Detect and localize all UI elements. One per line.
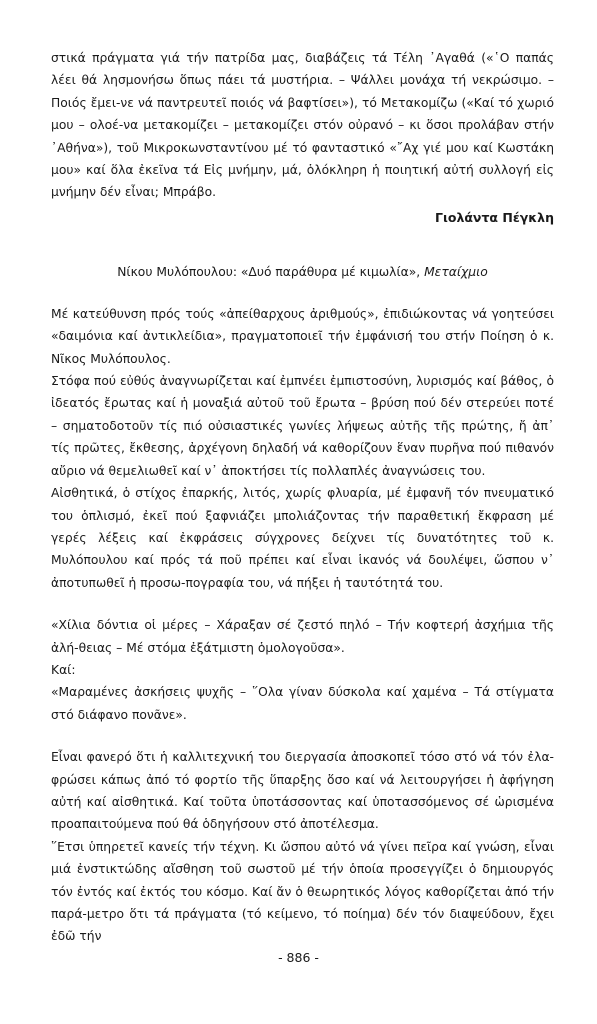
connector-text: Καί: bbox=[51, 662, 76, 677]
review-heading bbox=[51, 261, 554, 283]
body-paragraph: Εἶναι φανερό ὅτι ἡ καλλιτεχνική του διεργασία ἀποσκοπεῖ τόσο στό νά τόν ἐλα-φρώσει κάπως ἀπό τό φορτίο τῆς ὕπαρξης ὅσο καί νά λειτουργήσει ἡ ἀφήγηση αὐτή καί αἰσθητικά. Καί τοῦτα ὑποτάσσοντας καί ὑποτασσόμενος σέ ὡρισμένα προαπαιτούμενα πού θά ὁδηγήσουν στό ἀποτέλεσμα. bbox=[51, 750, 554, 832]
publisher-name: Μεταίχμιο bbox=[424, 264, 488, 279]
page-content bbox=[51, 47, 554, 948]
body-paragraph: ῞Ετσι ὑπηρετεῖ κανείς τήν τέχνη. Κι ὥσπου αὐτό νά γίνει πεῖρα καί γνώση, εἶναι μιά ἐνστικτώδης αἴσθηση τοῦ σωστοῦ μέ τήν ὁποία προσεγγίζει ὁ δημιουργός τόν ἐντός καί ἐκτός του κόσμο. Καί ἄν ὁ θεωρητικός λόγος καθορίζεται ἀπό τήν παρά-μετρο ὅτι τά πράγματα (τό κείμενο, τό ποίημα) δέν τόν διαψεύδουν, ἔχει ἐδῶ τήν bbox=[51, 839, 554, 944]
book-title: Νίκου Μυλόπουλου: «Δυό παράθυρα μέ κιμωλία», bbox=[117, 264, 425, 279]
body-paragraph: Μέ κατεύθυνση πρός τούς «ἀπείθαρχους ἀριθμούς», ἐπιδιώκοντας νά γοητεύσει «δαιμόνια καί ἀντικλείδια», πραγματοποιεῖ τήν ἐμφάνισή του στήν Ποίηση ὁ κ. Νῖκος Μυλόπουλος. bbox=[51, 306, 554, 366]
reviewer-signature: Γιολάντα Πέγκλη bbox=[435, 209, 554, 225]
continuation-paragraph: στικά πράγματα γιά τήν πατρίδα μας, διαβάζεις τά Τέλη ᾿Αγαθά («῾Ο παπάς λέει θά λησμονήσω ὅπως πάει τά μυστήρια. – Ψάλλει μονάχα τή νεκρώσιμο. – Ποιός ἔμει-νε νά παντρευτεῖ ποιός νά βαφτίσει»), τό Μετακομίζω («Καί τό χωριό μου – ολοέ-να μετακομίζει – μετακομίζει στόν οὐρανό – κι ὅσοι προλάβαν στήν ᾿Αθήνα»), τοῦ Μικροκωνσταντίνου μέ τό φανταστικό «῎Αχ γιέ μου καί Κωστάκη μου» καί ὅλα ἐκεῖνα τά Εἰς μνήμην, μά, ὁλόκληρη ἡ ποιητική αὐτή συλλογή εἰς μνήμην δέν εἶναι; Μπράβο. bbox=[51, 51, 554, 200]
quoted-verse: «Χίλια δόντια οἱ μέρες – Χάραξαν σέ ζεστό πηλό – Τήν κοφτερή ἀσχήμια τῆς ἀλή-θειας – Μέ στόμα ἐξάτμιστη ὁμολογοῦσα». bbox=[51, 618, 554, 655]
quoted-verse: «Μαραμένες ἀσκήσεις ψυχῆς – ῞Ολα γίναν δύσκολα καί χαμένα – Τά στίγματα στό διάφανο πονᾶνε». bbox=[51, 685, 554, 722]
body-paragraph: Αἰσθητικά, ὁ στίχος ἐπαρκής, λιτός, χωρίς φλυαρία, μέ ἐμφανῆ τόν πνευματικό του ὁπλισμό, ἐκεῖ πού ξαφνιάζει μπολιάζοντας τήν παραθετική ἔκφραση μέ γερές λέξεις καί ἐκφράσεις σύγχρονες δείχνει τίς δυνατότητες τοῦ κ. Μυλόπουλου καί πρός τά ποῦ πρέπει καί εἶναι ἱκανός νά δουλέψει, ὥσπου ν᾿ ἀποτυπωθεῖ ἡ προσω-πογραφία του, νά πήξει ἡ ταυτότητά του. bbox=[51, 486, 554, 590]
body-paragraph: Στόφα πού εὐθύς ἀναγνωρίζεται καί ἐμπνέει ἐμπιστοσύνη, λυρισμός καί βάθος, ὁ ἰδεατός ἔρωτας καί ἡ μοναξιά αὐτοῦ τοῦ ἔρωτα – βρύση πού δέν στερεύει ποτέ – σηματοδοτοῦν τίς πιό οὐσιαστικές γωνίες λήψεως αὐτῆς τῆς πρώτης, ἤ ἀπ᾿ τίς πρῶτες, ἔκθεσης, ἀρχέγονη δηλαδή νά καθορίζουν ἕναν πυρῆνα πού πιθανόν αὔριο νά θεμελιωθεῖ καί ν᾿ ἀποκτήσει τίς πολλαπλές ἀναγνώσεις του. bbox=[51, 374, 554, 478]
page-number: - 886 - bbox=[278, 950, 319, 965]
